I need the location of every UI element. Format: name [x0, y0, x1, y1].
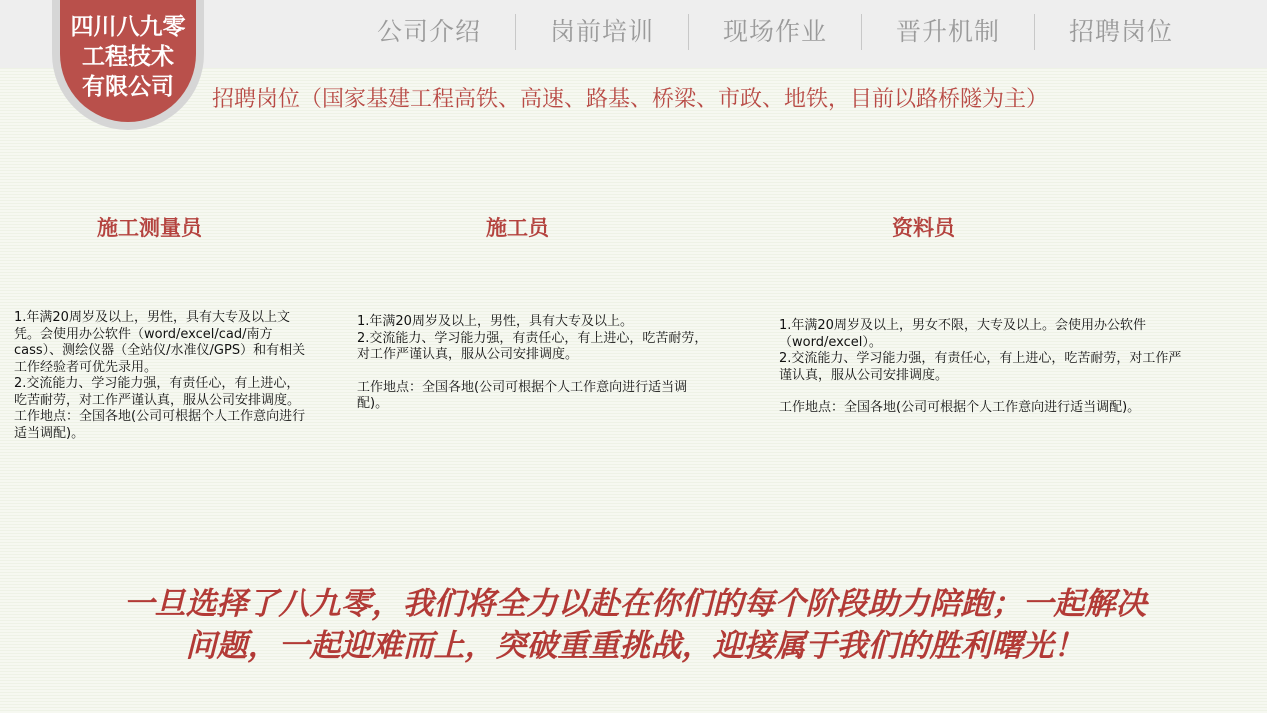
paragraph-gap	[779, 384, 1191, 400]
job-description-documentation-clerk	[779, 318, 1191, 417]
slogan-line-2: 问题，一起迎难而上，突破重重挑战，迎接属于我们的胜利曙光！	[185, 628, 1085, 664]
work-location: 工作地点：全国各地(公司可根据个人工作意向进行适当调配)。	[357, 379, 688, 411]
page-title: 招聘岗位（国家基建工程高铁、高速、路基、桥梁、市政、地铁，目前以路桥隧为主）	[212, 87, 1049, 112]
paragraph-gap	[357, 364, 715, 380]
logo-line-3: 有限公司	[82, 74, 174, 100]
requirement-1: 1.年满20周岁及以上，男性，具有大专及以上文凭。会使用办公软件（word/excel/cad/南方cass）、测绘仪器（全站仪/水准仪/GPS）和有相关工作经验者可优先录用。	[14, 310, 306, 375]
nav-item-promotion[interactable]: 晋升机制	[895, 17, 1000, 46]
company-slogan	[40, 583, 1230, 667]
job-title-surveyor: 施工测量员	[97, 216, 202, 240]
job-description-constructor	[357, 314, 715, 413]
slogan-line-1: 一旦选择了八九零，我们将全力以赴在你们的每个阶段助力陪跑；一起解决	[123, 586, 1147, 622]
logo-text	[60, 12, 196, 102]
requirement-2: 2.交流能力、学习能力强，有责任心，有上进心，吃苦耐劳，对工作严谨认真，服从公司安排调度。	[14, 376, 301, 408]
logo-line-2: 工程技术	[82, 44, 174, 70]
requirement-2: 2.交流能力、学习能力强，有责任心，有上进心，吃苦耐劳，对工作严谨认真，服从公司安排调度。	[357, 330, 708, 362]
work-location: 工作地点：全国各地(公司可根据个人工作意向进行适当调配)。	[779, 400, 1141, 415]
job-title-constructor: 施工员	[486, 216, 549, 240]
main-nav	[343, 14, 1207, 50]
job-description-surveyor	[14, 310, 310, 442]
logo-line-1: 四川八九零	[70, 14, 186, 40]
nav-item-company-intro[interactable]: 公司介绍	[376, 17, 481, 46]
requirement-1: 1.年满20周岁及以上，男性，具有大专及以上。	[357, 314, 633, 329]
requirement-1: 1.年满20周岁及以上，男女不限，大专及以上。会使用办公软件（word/excel）。	[779, 318, 1146, 350]
requirement-2: 2.交流能力、学习能力强，有责任心，有上进心，吃苦耐劳，对工作严谨认真，服从公司安排调度。	[779, 351, 1182, 383]
company-logo[interactable]	[52, 0, 204, 130]
nav-item-pre-job-training[interactable]: 岗前培训	[549, 17, 654, 46]
job-title-documentation-clerk: 资料员	[892, 216, 955, 240]
logo-badge	[60, 0, 196, 122]
work-location: 工作地点：全国各地(公司可根据个人工作意向进行适当调配)。	[14, 409, 306, 441]
nav-item-recruitment[interactable]: 招聘岗位	[1068, 17, 1173, 46]
nav-item-site-work[interactable]: 现场作业	[722, 17, 827, 46]
